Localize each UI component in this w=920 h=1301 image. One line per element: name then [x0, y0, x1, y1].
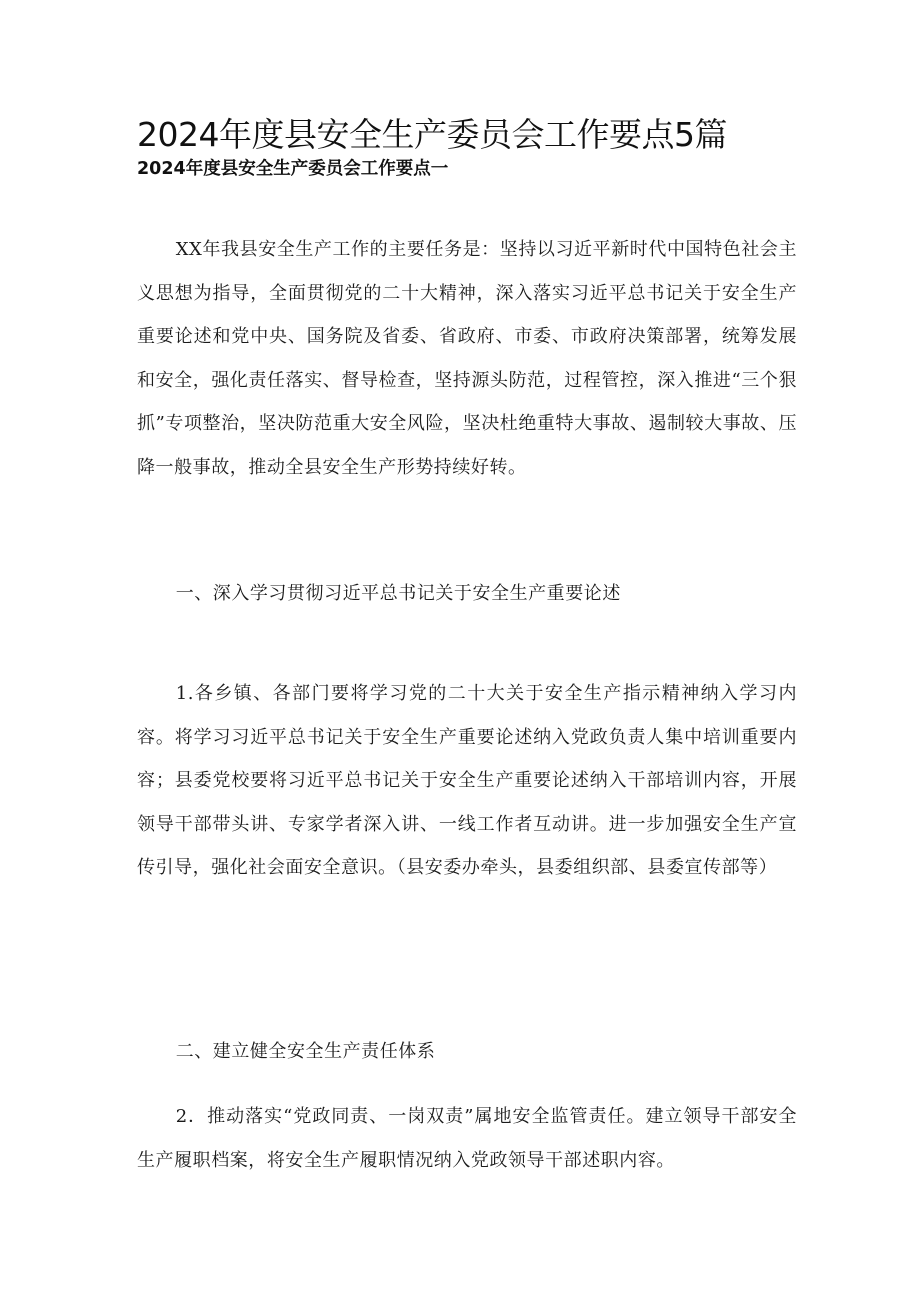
- intro-paragraph: XX年我县安全生产工作的主要任务是：坚持以习近平新时代中国特色社会主义思想为指导，全面贯彻党的二十大精神，深入落实习近平总书记关于安全生产重要论述和党中央、国务院及省委、省政府、市委、市政府决策部署，统筹发展和安全，强化责任落实、督导检查，坚持源头防范，过程管控，深入推进“三个狠抓”专项整治，坚决防范重大安全风险，坚决杜绝重特大事故、遏制较大事故、压降一般事故，推动全县安全生产形势持续好转。: [137, 239, 797, 478]
- section-heading-2: 二、建立健全安全生产责任体系: [175, 1041, 436, 1062]
- document-subtitle: 2024年度县安全生产委员会工作要点一: [137, 159, 449, 179]
- document-title: 2024年度县安全生产委员会工作要点5篇: [137, 115, 727, 154]
- section-item-1: 1.各乡镇、各部门要将学习党的二十大关于安全生产指示精神纳入学习内容。将学习习近平总书记关于安全生产重要论述纳入党政负责人集中培训重要内容；县委党校要将习近平总书记关于安全生产重要论述纳入干部培训内容，开展领导干部带头讲、专家学者深入讲、一线工作者互动讲。进一步加强安全生产宣传引导，强化社会面安全意识。（县安委办牵头，县委组织部、县委宣传部等）: [137, 683, 797, 878]
- section-heading-1: 一、深入学习贯彻习近平总书记关于安全生产重要论述: [175, 583, 621, 604]
- section-item-2: 2．推动落实“党政同责、一岗双责”属地安全监管责任。建立领导干部安全生产履职档案，将安全生产履职情况纳入党政领导干部述职内容。: [137, 1106, 797, 1171]
